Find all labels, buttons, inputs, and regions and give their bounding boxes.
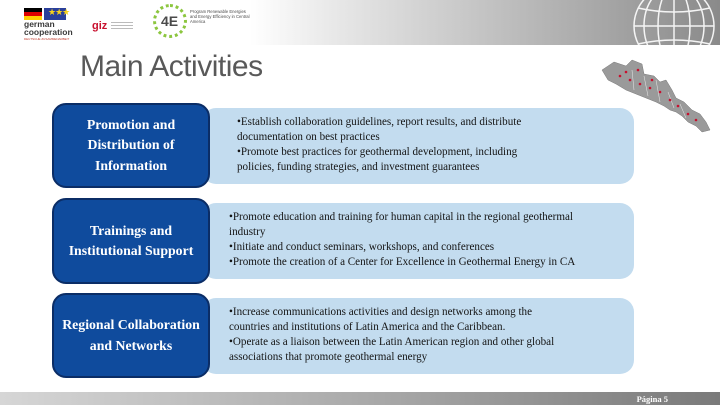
eu-flag-icon: ★★★: [44, 8, 66, 20]
activity-description: •Promote education and training for human capital in the regional geothermal industry •Initiate and conduct seminars, workshops, and conferences •Promote the creation of a Center for Excellence in Geothermal Energy in CA: [202, 203, 634, 279]
activity-row-promotion: [52, 103, 634, 188]
activity-description: •Increase communications activities and design networks among the countries and institutions of Latin America and the Caribbean. •Operate as a liaison between the Latin American region and other global associations that promote geothermal energy: [202, 298, 634, 374]
activity-row-trainings: [52, 198, 634, 284]
activity-label: Regional Collaboration and Networks: [52, 293, 210, 378]
4e-program-logo: 4E Program Renewable Energies and Energy Efficiency in Central America: [153, 4, 249, 40]
footer-bar: [0, 392, 720, 405]
activity-description: •Establish collaboration guidelines, report results, and distribute documentation on best practices •Promote best practices for geothermal development, including policies, funding strategies, and investment guarantees: [202, 108, 634, 184]
activity-row-collaboration: [52, 293, 634, 378]
page-number: Página 5: [636, 394, 668, 404]
activity-label: Trainings and Institutional Support: [52, 198, 210, 284]
german-cooperation-text: german cooperation: [24, 19, 73, 37]
activity-label: Promotion and Distribution of Information: [52, 103, 210, 188]
german-cooperation-logo: ★★★ german cooperation DEUTSCHE ZUSAMMENARBEIT: [24, 7, 73, 41]
page-title: Main Activities: [80, 50, 263, 83]
giz-logo: giz: [92, 20, 138, 36]
